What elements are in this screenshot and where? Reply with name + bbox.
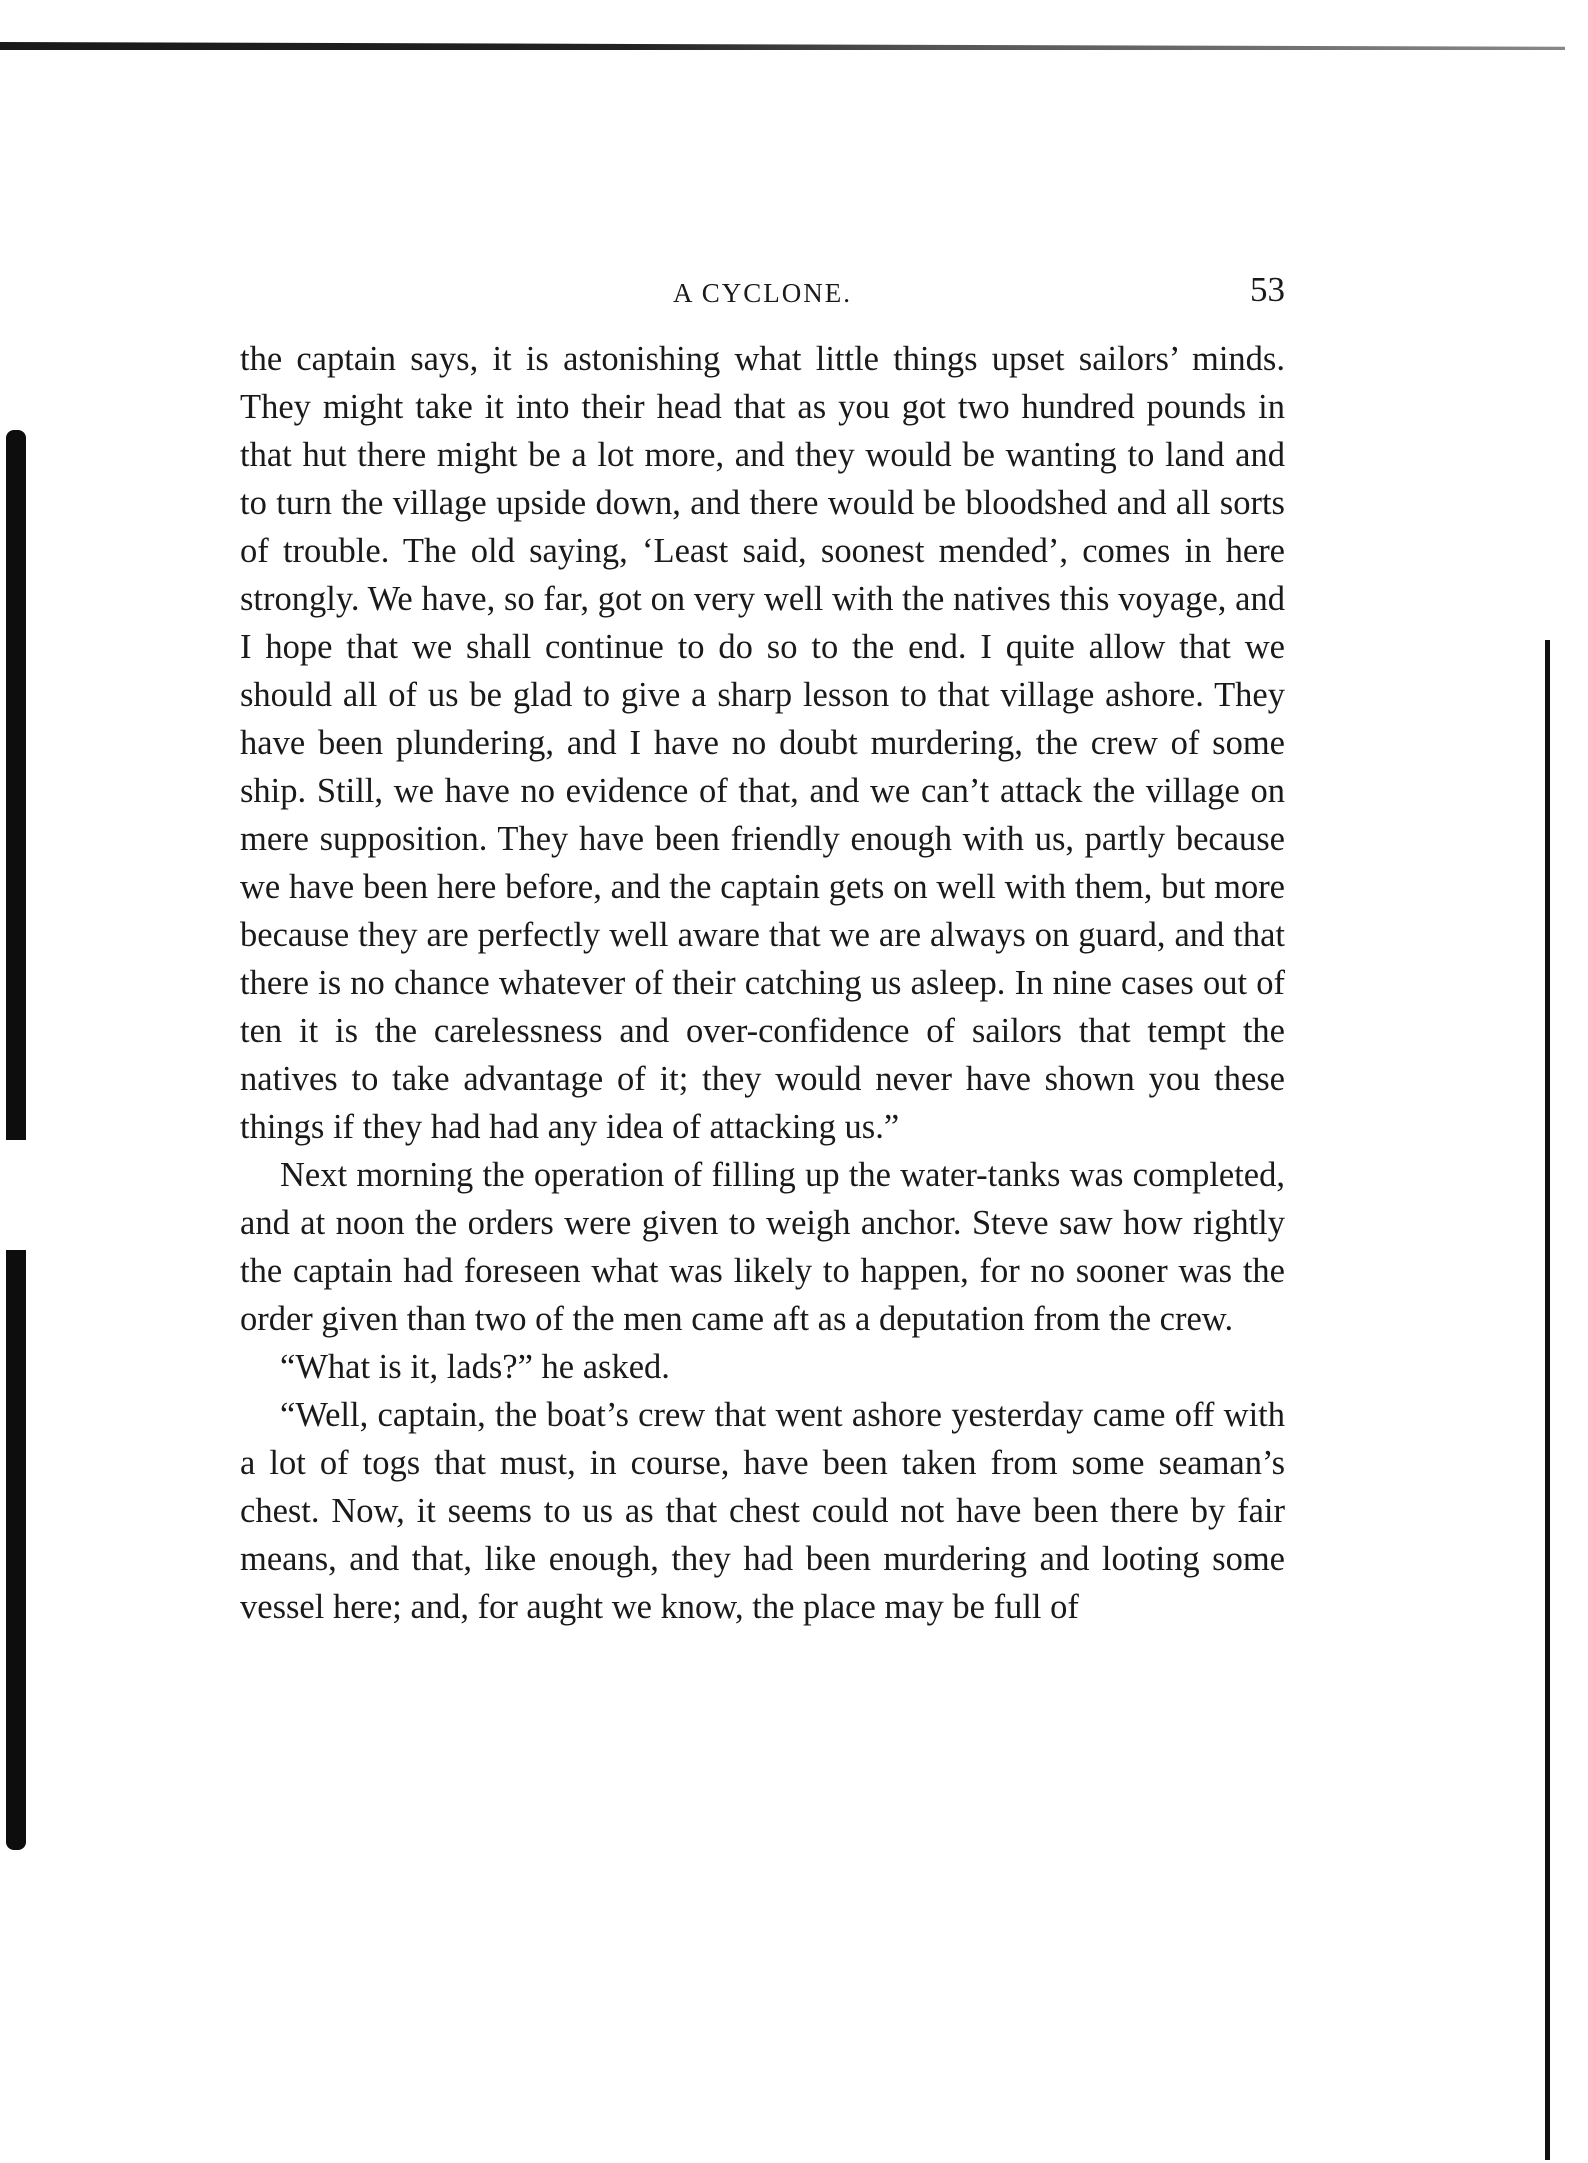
page-header bbox=[240, 270, 1285, 320]
paragraph: Next morning the operation of filling up the water-tanks was completed, and at noon the orders were given to weigh anchor. Steve saw how rightly the captain had foreseen what was likely to happen, for no sooner was the order given than two of the men came aft as a deputation from the crew. bbox=[240, 1156, 1285, 1338]
paragraph: “What is it, lads?” he asked. bbox=[280, 1348, 670, 1386]
body-text bbox=[240, 335, 1285, 1631]
paragraph: the captain says, it is astonishing what little things upset sailors’ minds. They might take it into their head that as you got two hundred pounds in that hut there might be a lot more, and they would be wanting to land and to turn the village upside down, and there would be bloodshed and all sorts of trouble. The old saying, ‘Least said, soonest mended’, comes in here strongly. We have, so far, got on very well with the natives this voyage, and I hope that we shall continue to do so to the end. I quite allow that we should all of us be glad to give a sharp lesson to that village ashore. They have been plundering, and I have no doubt murdering, the crew of some ship. Still, we have no evidence of that, and we can’t attack the village on mere supposition. They have been friendly enough with us, partly because we have been here before, and the captain gets on well with them, but more because they are perfectly well aware that we are always on guard, and that there is no chance whatever of their catching us asleep. In nine cases out of ten it is the carelessness and over-confidence of sailors that tempt the natives to take advantage of it; they would never have shown you these things if they had had any idea of attacking us.” bbox=[240, 340, 1285, 1146]
scan-left-edge-gap bbox=[6, 1140, 26, 1250]
scan-top-rule bbox=[0, 42, 1565, 50]
scan-right-edge bbox=[1545, 640, 1550, 2160]
page-number: 53 bbox=[1250, 270, 1285, 309]
paragraph: “Well, captain, the boat’s crew that went ashore yesterday came off with a lot of togs that must, in course, have been taken from some seaman’s chest. Now, it seems to us as that chest could not have been there by fair means, and that, like enough, they had been murdering and looting some vessel here; and, for aught we know, the place may be full of bbox=[240, 1396, 1285, 1626]
running-title: A CYCLONE. bbox=[672, 278, 852, 308]
